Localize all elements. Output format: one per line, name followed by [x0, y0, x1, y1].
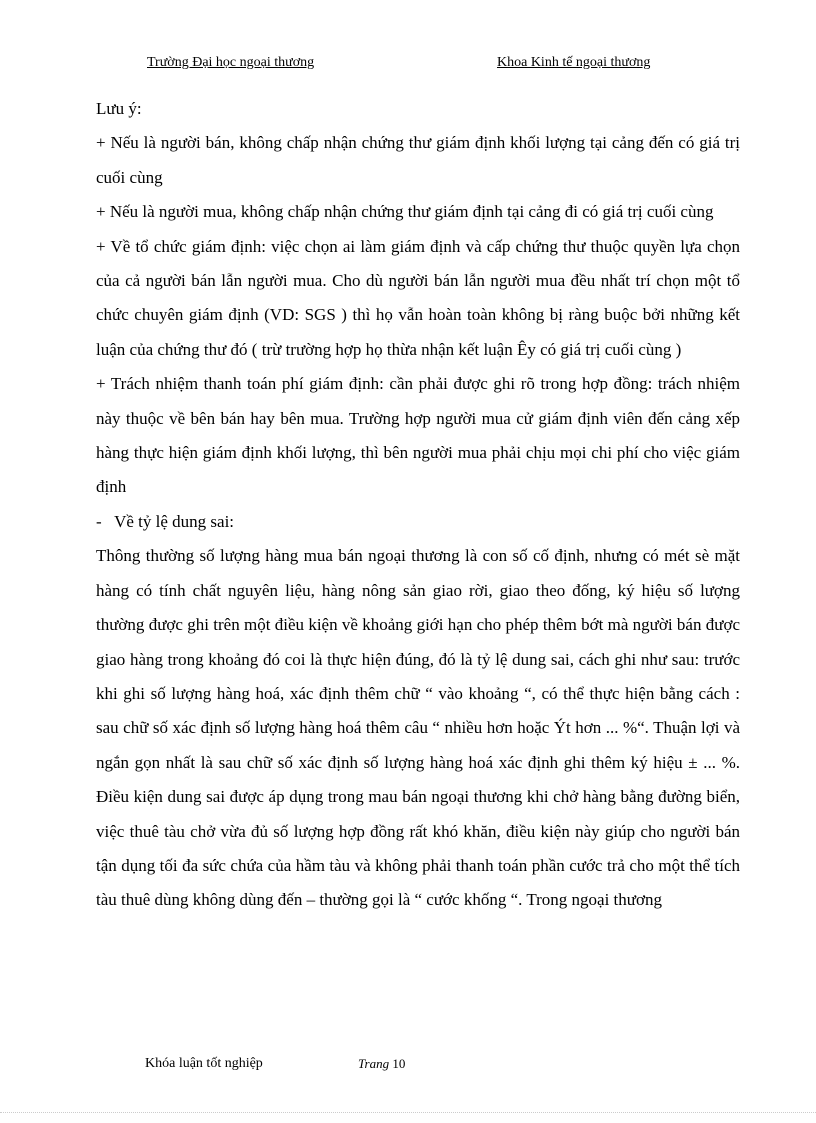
section-heading-tolerance: - Về tỷ lệ dung sai: — [96, 511, 235, 531]
note-item-inspection-fee: + Trách nhiệm thanh toán phí giám định: cần phải được ghi rõ trong hợp đồng: trách nhiệm này thuộc về bên bán hay bên mua. Trường hợp người mua cử giám định viên đến cảng xếp hàng thực hiện giám định khối lượng, thì bên người mua phải chịu mọi chi phí cho việc giám định — [96, 374, 740, 497]
note-heading: Lưu ý: — [96, 99, 142, 118]
page-label: Trang — [358, 1056, 390, 1071]
footer-page-number — [358, 1056, 405, 1072]
header-faculty-name: Khoa Kinh tế ngoại thương — [497, 55, 651, 70]
note-item-inspection-org: + Về tổ chức giám định: việc chọn ai làm giám định và cấp chứng thư thuộc quyền lựa chọn của cả người bán lẫn người mua. Cho dù người bán lẫn người mua đều nhất trí chọn một tổ chức chuyên giám định (VD: SGS ) thì họ vẫn hoàn toàn không bị ràng buộc bởi những kết luận của chứng thư đó ( trừ trường hợp họ thừa nhận kết luận Êy có giá trị cuối cùng ) — [96, 236, 740, 359]
note-item-seller: + Nếu là người bán, không chấp nhận chứng thư giám định khối lượng tại cảng đến có giá trị cuối cùng — [96, 133, 740, 187]
paragraph-tolerance: Thông thường số lượng hàng mua bán ngoại thương là con số cố định, nhưng có mét sè mặt hàng có tính chất nguyên liệu, hàng nông sản giao rời, giao theo đống, ký hiệu số lượng thường được ghi trên một điều kiện về khoảng giới hạn cho phép thêm bớt mà người bán được giao hàng trong khoảng đó coi là thực hiện đúng, đó là tỷ lệ dung sai, cách ghi như sau: trước khi ghi số lượng hàng hoá, xác định thêm chữ “ vào khoảng “, có thể thực hiện bằng cách : sau chữ số xác định số lượng hàng hoá thêm câu “ nhiều hơn hoặc Ýt hơn ... %“. Thuận lợi và ngắn gọn nhất là sau chữ số xác định số lượng hàng hoá xác định ghi thêm ký hiệu ± ... %. Điều kiện dung sai được áp dụng trong mau bán ngoại thương khi chở hàng bằng đường biển, việc thuê tàu chở vừa đủ số lượng hợp đồng rất khó khăn, điều kiện này giúp cho người bán tận dụng tối đa sức chứa của hầm tàu và không phải thanh toán phần cước trả cho một thể tích tàu thuê dùng không dùng đến – thường gọi là “ cước khống “. Trong ngoại thương — [96, 546, 740, 910]
document-body — [96, 92, 740, 918]
footer-thesis-label: Khóa luận tốt nghiệp — [145, 1056, 263, 1071]
header-school-name: Trường Đại học ngoại thương — [147, 55, 315, 70]
page-number: 10 — [392, 1056, 406, 1071]
page-bottom-divider — [0, 1112, 816, 1113]
note-item-buyer: + Nếu là người mua, không chấp nhận chứng thư giám định tại cảng đi có giá trị cuối cùng — [96, 202, 714, 222]
